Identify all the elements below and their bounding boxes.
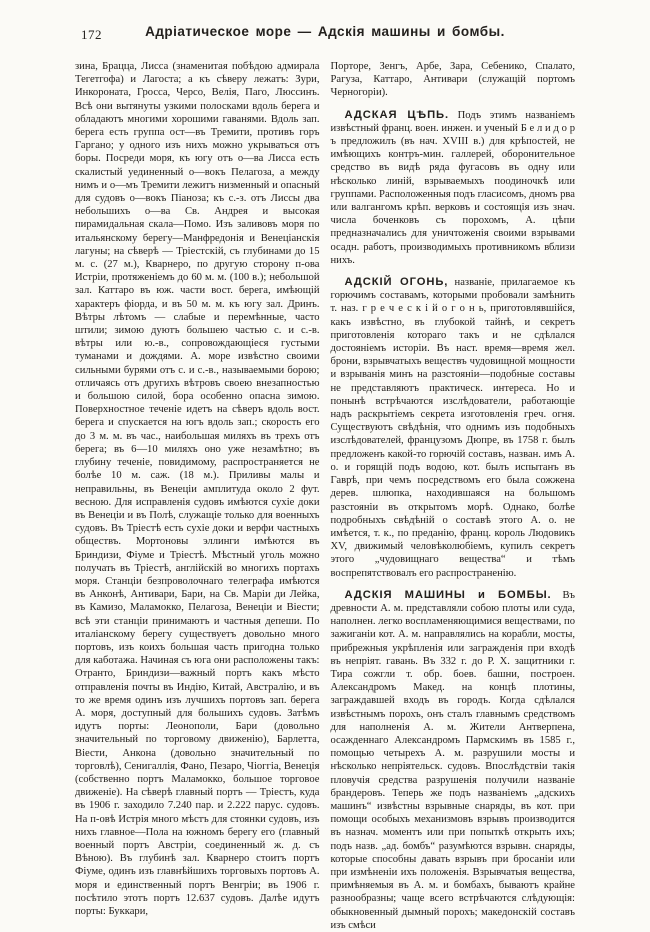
article-headword: АДСКІЯ МАШИНЫ и БОМБЫ.	[344, 588, 552, 601]
page-number: 172	[81, 27, 102, 42]
page-header	[75, 24, 575, 46]
article-paragraph: АДСКІЙ ОГОНЬ, названіе, прилагаемое къ горючимъ составамъ, которыми пробовали замѣнить т. наз. г р е ч е с к і й о г о н ь, приготовлявшійся, какъ извѣстно, въ глубокой тайнѣ, и секретъ приготовленія котораго такъ и не сдѣлался достояніемъ исторіи. Въ наст. время—время жел. брони, взрывчатыхъ веществъ чудовищной мощности и взрыванія минъ на разстояніи—подобные составы не представляютъ практическ. интереса. Но и понынѣ встрѣчаются изслѣдователи, работающіе надъ раскрытіемъ секрета изготовленія греч. огня. Существуютъ свѣдѣнія, что однимъ изъ подобныхъ изслѣдователей, французомъ Дюпре, въ 1758 г. былъ предложенъ какой-то горючій составъ, назван. имъ А. о. и горящій подъ водою, кот. былъ испытанъ въ Гаврѣ, при чемъ посредствомъ его была сожжена дерев. шлюпка, находившаяся на большомъ разстояніи въ открытомъ морѣ. Однако, болѣе подробныхъ свѣдѣній о составѣ этого А. о. не имѣется, т. к., по преданію, франц. король Людовикъ XV, движимый человѣколюбіемъ, купилъ секретъ этого „чудовищнаго вещества“ и тѣмъ воспрепятствовалъ его распространенію.	[330, 276, 575, 579]
text-columns	[75, 60, 575, 932]
continuation-paragraph: Порторе, Зенгъ, Арбе, Зара, Себенико, Спалато, Рагуза, Каттаро, Антивари (служащій портомъ Черногоріи).	[330, 61, 575, 99]
column-right	[331, 60, 576, 932]
article-headword: АДСКАЯ ЦѢПЬ.	[344, 108, 449, 121]
article-paragraph: АДСКАЯ ЦѢПЬ. Подъ этимъ названіемъ извѣстный франц. воен. инжен. и ученый Б е л и д о р ъ предложилъ (въ нач. XVIII в.) для крѣпостей, не имѣющихъ контръ-мин. галлерей, оборонительное средство въ видѣ ряда фугасовъ въ одну или нѣсколько линій, взрываемыхъ поодиночкѣ или группами. Расположенныя подъ гласисомъ, дномъ рва или валгангомъ крѣп. верковъ и состоящія изъ знач. числа боченковъ съ порохомъ, А. цѣпи предназначались для уничтоженія своими взрывами осадн. работъ, производимыхъ противникомъ вблизи нихъ.	[330, 108, 575, 266]
running-title: Адріатическое море — Адскія машины и бомбы.	[145, 24, 505, 39]
column-left	[75, 60, 320, 932]
article-headword: АДСКІЙ ОГОНЬ,	[344, 276, 449, 289]
continuation-paragraph: зина, Брацца, Лисса (знаменитая побѣдою адмирала Тегетгофа) и Лагоста; а къ сѣверу лежатъ: Зури, Инкороната, Гросса, Черсо, Велія, Паго, Люссинъ. Всѣ они вытянуты узкими полосками вдоль берега и обладаютъ многими хорошими гаванями. Вдоль зап. берега есть группа ост—въ Тремити, противъ горъ Гаргано; у одного изъ нихъ можно укрываться отъ боры. Посреди моря, къ югу отъ о—ва Лисса есть скалистый уединенный о—вокъ Пелагоза, а между нимъ и о—мъ Тремити лежитъ низменный и опасный для судовъ о—вокъ Піаноза; къ с.-з. отъ Лиссы два небольшихъ о—ва Св. Андрея и высокая пирамидальная скала—Помо. Изъ заливовъ моря по итальянскому берегу—Манфредонія и Венеціанскія лагуны; на сѣверѣ — Тріестскій, съ глубинами до 15 м. с. (27 м.), Кварнеро, по другую сторону п-ова Истріи, протяженіемъ до 60 м. м. (100 в.); небольшой зал. Каттаро въ юж. части вост. берега, имѣющій характеръ фіорда, и въ 50 м. м. къ югу зал. Дринъ. Вѣтры лѣтомъ — слабые и перемѣнные, часто штили; зимою дуютъ большею частью с. и с.-в. вѣтры или ю.-в., сопровождающіеся густыми туманами и дождями. А. море извѣстно своими сильными бурями отъ с. и с.-в., называемыми борою; отличаясь отъ другихъ вѣтровъ своею внезапностью и большою силой, бора особенно опасна зимою. Поверхностное теченіе идетъ на сѣверъ вдоль вост. берега и спускается на югъ вдоль зап.; скорость его до 3 м. м. въ час., наибольшая миляхъ въ трехъ отъ берега; въ 6—10 миляхъ оно уже незамѣтно; въ глубину теченіе, повидимому, распространяется не болѣе 10 м. саж. (18 м.). Приливы малы и неправильны, въ Венеціи амплитуда около 2 фут. весною. Для исправленія судовъ имѣются сухіе доки въ Венеціи и въ Полѣ, служащіе только для военныхъ судовъ. Въ Тріестѣ есть сухіе доки и верфи частныхъ обществъ. Мортоновы эллинги имѣются въ Бриндизи, Фіуме и Тріестѣ. Мѣстный уголь можно получать въ Тріестѣ, англійскій во многихъ портахъ моря. Станціи безпроволочнаго телеграфа имѣются въ Анконѣ, Антивари, Бари, на Св. Маріи ди Лейка, въ Камизо, Маламокко, Пелагоза, Венеціи и Віести; всѣ эти станціи принимаютъ и частныя депеши. По италіанскому берегу существуетъ довольно много портовъ, изъ коихъ большая часть пригодна только для каботажа. Начиная съ юга они расположены такъ: Отранто, Бриндизи—важный портъ какъ мѣсто отправленія почты въ Индію, Китай, Австралію, и въ то же время одинъ изъ лучшихъ портовъ зап. берега А. моря, доступный для большихъ судовъ. Затѣмъ идутъ порты: Леонополи, Бари (довольно значительный по торговому движенію), Барлетта, Віести, Анкона (довольно значительный по торговлѣ), Сенигаллія, Фано, Пезаро, Чіоггіа, Венеція (собственно портъ Маламокко, большое торговое движеніе). На сѣверѣ главный портъ — Тріестъ, куда въ 1906 г. заходило 7.240 пар. и 2.222 парус. судовъ. На п-овѣ Истрія много мѣстъ для стоянки судовъ, изъ нихъ главное—Пола на южномъ берегу его (главный военный портъ Австріи, соединенный ж. д. съ Вѣною). Въ глубинѣ зал. Кварнеро стоитъ портъ Фіуме, одинъ изъ главнѣйшихъ торговыхъ портовъ А. моря и единственный портъ Венгріи; въ 1906 г. посѣтило этотъ портъ 12.637 судовъ. Далѣе идутъ порты: Буккари,	[75, 61, 320, 917]
article-paragraph: АДСКІЯ МАШИНЫ и БОМБЫ. Въ древности А. м. представляли собою плоты или суда, наполнен. легко воспламеняющимися веществами, по зажиганіи кот. А. м. направлялись на корабли, мосты, прибрежныя укрѣпленія или загражденія при входѣ въ непріят. гавань. Въ 332 г. до Р. Х. защитники г. Тира сожгли т. обр. боев. башни, построен. Александромъ Макед. на концѣ плотины, заграждавшей входъ въ городъ. Когда сдѣлался извѣстнымъ порохъ, онъ сталъ главнымъ средствомъ для наполненія А. м. Жители Антверпена, осажденнаго Александромъ Пармскимъ въ 1585 г., помощью четырехъ А. м. разрушили мосты и нѣсколько непріятельск. судовъ. Впослѣдствіи такія пловучія средства разрушенія получили названіе брандеровъ. Теперь же подъ названіемъ „адскихъ машинъ“ извѣстны взрывные снаряды, въ кот. при помощи особыхъ механизмовъ взрывъ производится въ назнач. моментъ или при попыткѣ открыть ихъ; подъ назв. „ад. бомбъ“ разумѣются взрывн. снаряды, которые способны давать взрывъ при бросаніи или при измѣненіи ихъ положенія. Взрывчатыя вещества, примѣняемыя въ А. м. и бомбахъ, бываютъ крайне разнообразны; чаще всего встрѣчаются слѣдующія: обыкновенный дымный порохъ; македонскій составъ изъ смѣси	[330, 588, 575, 931]
